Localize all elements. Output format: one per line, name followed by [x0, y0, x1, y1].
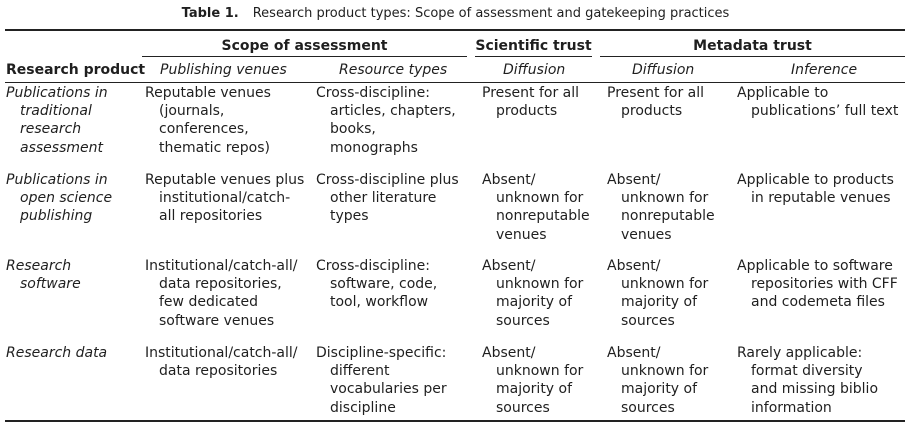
- row-2-research-product: Publications in open science publishing: [6, 172, 113, 225]
- column-header-research-product: Research product: [6, 62, 146, 78]
- row-1-resource-types: Cross-discipline: articles, chapters, books, monographs: [316, 85, 456, 156]
- top-rule: [5, 29, 905, 31]
- row-4-inference: Rarely applicable: format diversity and missing biblio information: [737, 345, 879, 416]
- column-header-scientific-diffusion: Diffusion: [503, 62, 566, 78]
- group-header-metadata-trust: Metadata trust: [693, 38, 812, 54]
- row-2-metadata-diffusion: Absent/ unknown for nonreputable venues: [607, 172, 715, 243]
- row-1-publishing-venues: Reputable venues (journals, conferences, thematic repos): [145, 85, 271, 156]
- row-1-metadata-diffusion: Present for all products: [607, 85, 705, 120]
- row-3-metadata-diffusion: Absent/ unknown for majority of sources: [607, 258, 709, 329]
- group-header-scientific-trust: Scientific trust: [475, 38, 592, 54]
- row-4-research-product: Research data: [6, 345, 108, 361]
- row-3-publishing-venues: Institutional/catch-all/ data repositories, few dedicated software venues: [145, 258, 298, 329]
- column-header-publishing-venues: Publishing venues: [160, 62, 287, 78]
- row-3-scientific-diffusion: Absent/ unknown for majority of sources: [482, 258, 584, 329]
- row-2-inference: Applicable to products in reputable venues: [737, 172, 894, 207]
- header-rule: [5, 82, 905, 83]
- row-3-inference: Applicable to software repositories with CFF and codemeta files: [737, 258, 898, 311]
- caption-text: Research product types: Scope of assessment and gatekeeping practices: [252, 6, 730, 21]
- column-header-metadata-diffusion: Diffusion: [632, 62, 695, 78]
- table-caption: [0, 6, 911, 21]
- row-4-scientific-diffusion: Absent/ unknown for majority of sources: [482, 345, 584, 416]
- row-4-publishing-venues: Institutional/catch-all/ data repositories: [145, 345, 298, 380]
- row-1-research-product: Publications in traditional research assessment: [6, 85, 108, 156]
- row-4-metadata-diffusion: Absent/ unknown for majority of sources: [607, 345, 709, 416]
- caption-label: Table 1.: [181, 6, 239, 21]
- row-4-resource-types: Discipline-specific: different vocabularies per discipline: [316, 345, 447, 416]
- group-header-scope: Scope of assessment: [221, 38, 388, 54]
- column-header-inference: Inference: [791, 62, 858, 78]
- group-rule-metadata-trust: [600, 56, 905, 57]
- row-2-publishing-venues: Reputable venues plus institutional/catch- all repositories: [145, 172, 305, 225]
- row-3-resource-types: Cross-discipline: software, code, tool, workflow: [316, 258, 438, 311]
- row-1-inference: Applicable to publications’ full text: [737, 85, 899, 120]
- row-3-research-product: Research software: [6, 258, 81, 293]
- row-2-scientific-diffusion: Absent/ unknown for nonreputable venues: [482, 172, 590, 243]
- column-header-resource-types: Resource types: [339, 62, 448, 78]
- row-2-resource-types: Cross-discipline plus other literature types: [316, 172, 459, 225]
- group-rule-scope: [142, 56, 467, 57]
- group-rule-scientific-trust: [475, 56, 592, 57]
- row-1-scientific-diffusion: Present for all products: [482, 85, 580, 120]
- bottom-rule: [5, 420, 905, 422]
